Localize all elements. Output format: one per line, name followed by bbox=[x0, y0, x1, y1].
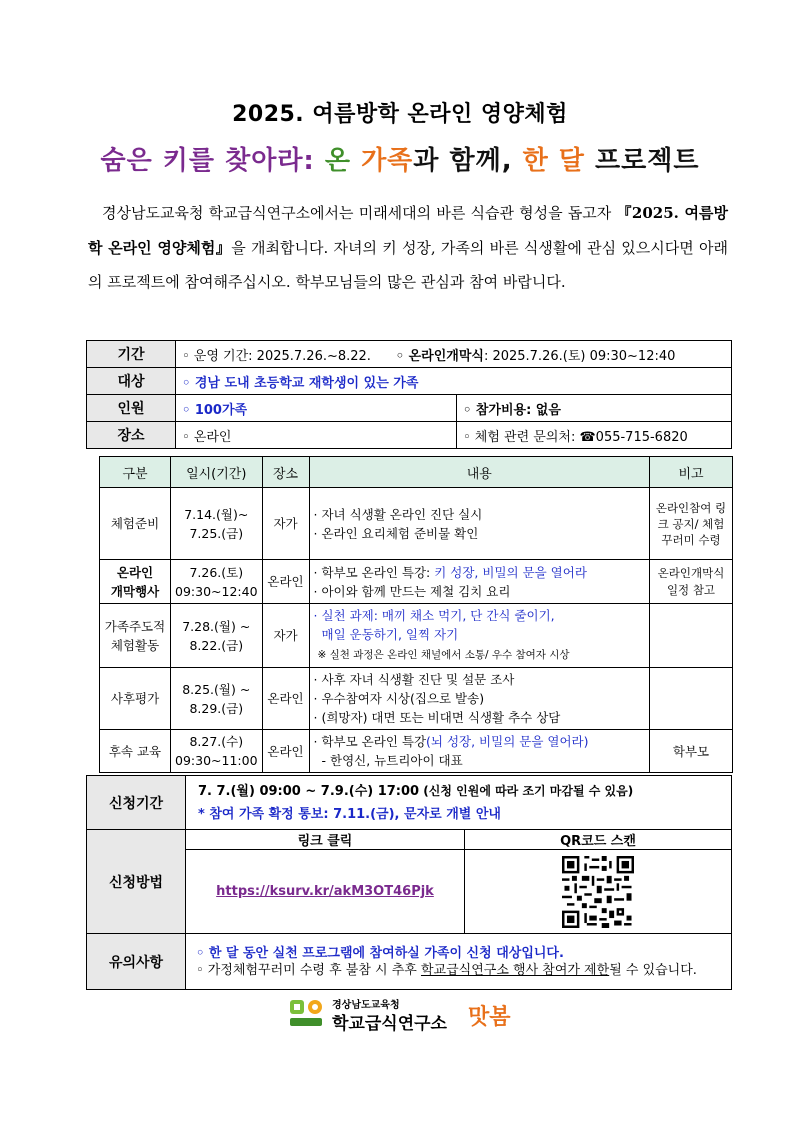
apply-notice: * 참여 가족 확정 통보: 7.11.(금), 문자로 개별 안내 bbox=[198, 806, 501, 822]
header-category: 구분 bbox=[100, 457, 171, 488]
row-category: 온라인 개막행사 bbox=[100, 560, 171, 604]
row-category: 사후평가 bbox=[100, 668, 171, 730]
intro-post: 을 개최합니다. 자녀의 키 성장, 가족의 바른 식생활에 관심 있으시다면 아래의 프로젝트에 참여해주십시오. 학부모님들의 많은 관심과 참여 바랍니다. bbox=[88, 238, 728, 291]
contact-value: ◦ 체험 관련 문의처: ☎055-715-6820 bbox=[457, 422, 732, 449]
row-content: · 학부모 온라인 특강(뇌 성장, 비밀의 문을 열어라) - 한영신, 뉴트리아이 대표 bbox=[309, 730, 649, 773]
row-remark: 온라인개막식 일정 참고 bbox=[650, 560, 733, 604]
row-date: 7.26.(토) 09:30~12:40 bbox=[171, 560, 263, 604]
people-label: 인원 bbox=[87, 395, 176, 422]
subtitle-part-3: 가족 bbox=[361, 146, 414, 176]
header-content: 내용 bbox=[309, 457, 649, 488]
intro-paragraph bbox=[88, 196, 728, 300]
row-place: 자가 bbox=[262, 604, 309, 668]
row-place: 온라인 bbox=[262, 560, 309, 604]
subtitle-part-1: 숨은 키를 찾아라: bbox=[100, 146, 325, 176]
fee-value: ◦ 참가비용: 없음 bbox=[457, 395, 732, 422]
row-remark bbox=[650, 668, 733, 730]
apply-period-cell bbox=[186, 776, 732, 830]
table-row bbox=[100, 668, 733, 730]
apply-period-main: 7. 7.(월) 09:00 ~ 7.9.(수) 17:00 bbox=[198, 783, 420, 799]
opening-value: : 2025.7.26.(토) 09:30~12:40 bbox=[483, 348, 676, 364]
period-cell bbox=[176, 341, 732, 368]
period-value: ◦ 운영 기간: 2025.7.26.~8.22. bbox=[182, 348, 371, 364]
place-label: 장소 bbox=[87, 422, 176, 449]
intro-program: 『2025. 여름방학 온라인 영양체험』 bbox=[88, 204, 728, 257]
caution-2b: 학교급식연구소 행사 참여가 제한 bbox=[420, 962, 610, 978]
footer-org-small: 경상남도교육청 bbox=[332, 1000, 400, 1011]
row-date: 8.27.(수) 09:30~11:00 bbox=[171, 730, 263, 773]
subtitle-part-4: 과 함께, bbox=[413, 146, 523, 176]
subtitle-part-2: 온 bbox=[324, 146, 362, 176]
institute-emblem-icon bbox=[288, 996, 326, 1030]
apply-period-label: 신청기간 bbox=[87, 776, 186, 830]
opening-label: ◦ 온라인개막식 bbox=[395, 348, 484, 364]
apply-table bbox=[86, 775, 732, 990]
row-category: 체험준비 bbox=[100, 488, 171, 560]
table-row bbox=[100, 488, 733, 560]
row-remark bbox=[650, 604, 733, 668]
place-value: ◦ 온라인 bbox=[176, 422, 457, 449]
page-subtitle bbox=[0, 140, 800, 177]
period-label: 기간 bbox=[87, 341, 176, 368]
subtitle-part-5: 한 달 bbox=[522, 146, 585, 176]
row-remark: 학부모 bbox=[650, 730, 733, 773]
row-place: 온라인 bbox=[262, 730, 309, 773]
header-date: 일시(기간) bbox=[171, 457, 263, 488]
row-place: 자가 bbox=[262, 488, 309, 560]
row-remark: 온라인참여 링크 공지/ 체험 꾸러미 수령 bbox=[650, 488, 733, 560]
footer-org-large: 학교급식연구소 bbox=[332, 1014, 447, 1034]
table-row bbox=[100, 560, 733, 604]
intro-pre: 경상남도교육청 학교급식연구소에서는 미래세대의 바른 식습관 형성을 돕고자 bbox=[102, 204, 617, 222]
header-place: 장소 bbox=[262, 457, 309, 488]
row-place: 온라인 bbox=[262, 668, 309, 730]
row-category: 후속 교육 bbox=[100, 730, 171, 773]
caution-label: 유의사항 bbox=[87, 934, 186, 990]
page-title: 2025. 여름방학 온라인 영양체험 bbox=[232, 102, 568, 127]
row-date: 8.25.(월) ~ 8.29.(금) bbox=[171, 668, 263, 730]
target-value: ◦ 경남 도내 초등학교 재학생이 있는 가족 bbox=[176, 368, 732, 395]
info-table bbox=[86, 340, 732, 449]
subtitle-part-6: 프로젝트 bbox=[584, 146, 700, 176]
table-row bbox=[100, 730, 733, 773]
caution-2a: ◦ 가정체험꾸러미 수령 후 불참 시 추후 bbox=[196, 962, 421, 978]
link-header: 링크 클릭 bbox=[186, 830, 465, 850]
row-category: 가족주도적 체험활동 bbox=[100, 604, 171, 668]
row-date: 7.14.(월)~ 7.25.(금) bbox=[171, 488, 263, 560]
qr-cell bbox=[465, 850, 732, 934]
schedule-table bbox=[99, 456, 733, 773]
row-content: · 실천 과제: 매끼 채소 먹기, 단 간식 줄이기, 매일 운동하기, 일찍 자기 ※ 실천 과정은 온라인 채널에서 소통/ 우수 참여자 시상 bbox=[309, 604, 649, 668]
people-value: ◦ 100가족 bbox=[176, 395, 457, 422]
footer-logo bbox=[288, 996, 528, 1034]
row-content: · 자녀 식생활 온라인 진단 실시 · 온라인 요리체험 준비물 확인 bbox=[309, 488, 649, 560]
caution-2c: 될 수 있습니다. bbox=[609, 962, 697, 978]
row-content: · 학부모 온라인 특강: 키 성장, 비밀의 문을 열어라 · 아이와 함께 만드는 제철 김치 요리 bbox=[309, 560, 649, 604]
row-date: 7.28.(월) ~ 8.22.(금) bbox=[171, 604, 263, 668]
footer-brand-text: 맛봄 bbox=[468, 1005, 511, 1030]
target-label: 대상 bbox=[87, 368, 176, 395]
apply-method-label: 신청방법 bbox=[87, 830, 186, 934]
qr-code-icon[interactable] bbox=[559, 856, 637, 928]
row-content: · 사후 자녀 식생활 진단 및 설문 조사 · 우수참여자 시상(집으로 발송) · (희망자) 대면 또는 비대면 식생활 추수 상담 bbox=[309, 668, 649, 730]
caution-cell bbox=[186, 934, 732, 990]
footer-brand bbox=[468, 1000, 511, 1031]
header-remark: 비고 bbox=[650, 457, 733, 488]
qr-header: QR코드 스캔 bbox=[465, 830, 732, 850]
caution-1: ◦ 한 달 동안 실천 프로그램에 참여하실 가족이 신청 대상입니다. bbox=[196, 945, 564, 961]
apply-link[interactable]: https://ksurv.kr/akM3OT46Pjk bbox=[216, 884, 434, 899]
apply-period-note: (신청 인원에 따라 조기 마감될 수 있음) bbox=[419, 783, 634, 798]
table-row bbox=[100, 604, 733, 668]
link-cell bbox=[186, 850, 465, 934]
